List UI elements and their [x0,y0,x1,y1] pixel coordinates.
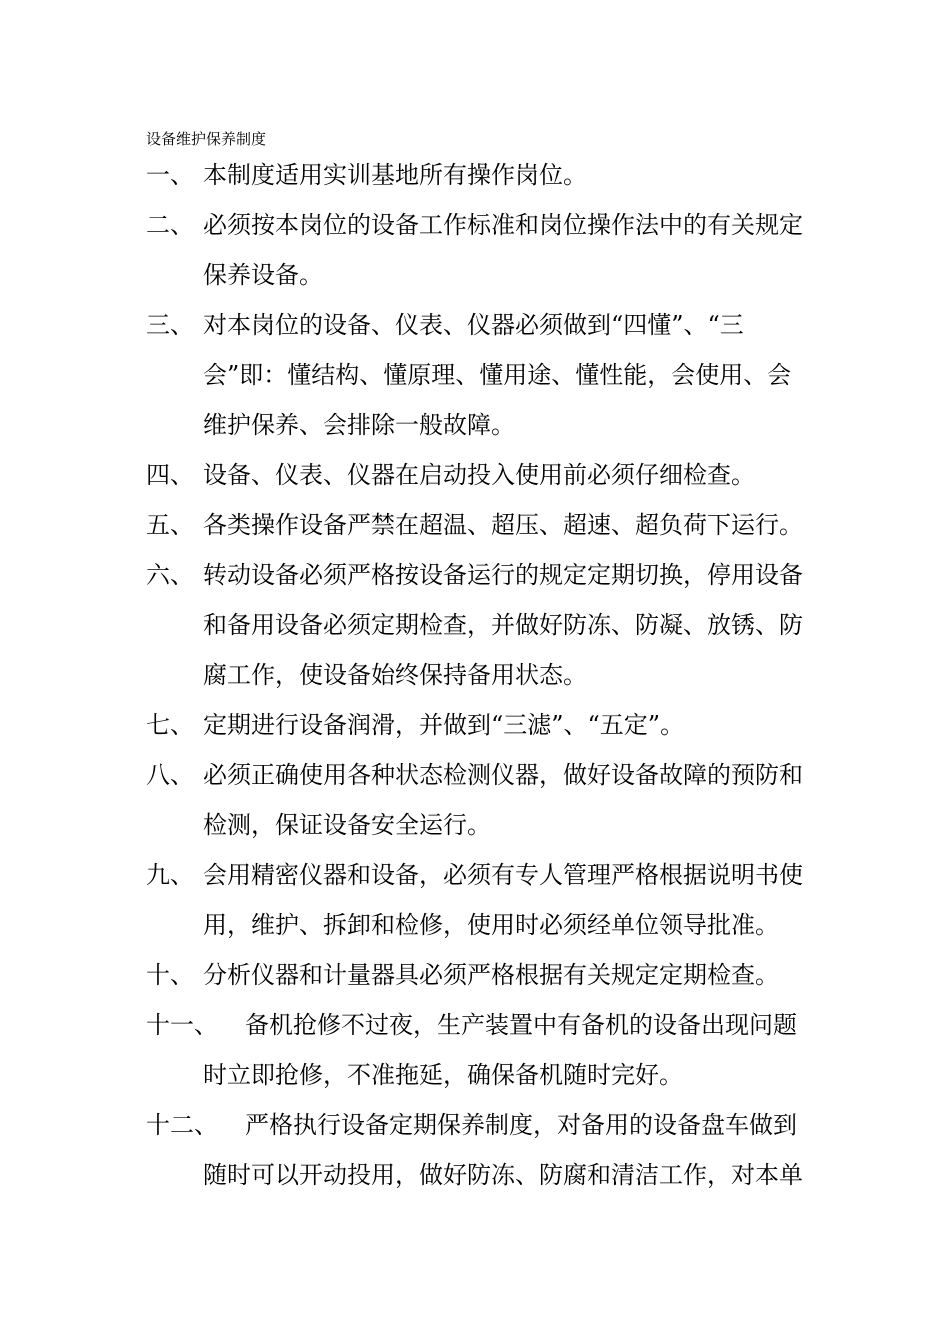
list-item [146,1100,806,1200]
item-number: 八、 [146,761,194,789]
list-item [146,300,806,450]
item-number: 十二、 [146,1111,218,1139]
item-number: 七、 [146,711,194,739]
item-number: 四、 [146,461,194,489]
item-text-line: 备机抢修不过夜，生产装置中有备机的设备出现问题 [245,1011,797,1039]
list-item [146,450,806,500]
item-text-line: 时立即抢修，不准拖延，确保备机随时完好。 [203,1061,683,1089]
list-item [146,550,806,700]
list-item [146,150,806,200]
item-text-line: 腐工作，使设备始终保持备用状态。 [203,661,587,689]
item-number: 六、 [146,561,194,589]
item-number: 二、 [146,211,194,239]
item-text-line: 必须正确使用各种状态检测仪器，做好设备故障的预防和 [203,761,803,789]
list-item [146,950,806,1000]
item-text-line: 会用精密仪器和设备，必须有专人管理严格根据说明书使 [203,861,803,889]
item-text-line: 维护保养、会排除一般故障。 [203,411,515,439]
list-item [146,500,806,550]
list-item [146,1000,806,1100]
item-text-line: 对本岗位的设备、仪表、仪器必须做到“四懂”、“三 [203,311,744,339]
item-number: 九、 [146,861,194,889]
document-title: 设备维护保养制度 [146,130,267,148]
item-text-line: 各类操作设备严禁在超温、超压、超速、超负荷下运行。 [203,511,803,539]
item-text-line: 用，维护、拆卸和检修，使用时必须经单位领导批准。 [203,911,779,939]
item-number: 三、 [146,311,194,339]
item-text-line: 检测，保证设备安全运行。 [203,811,491,839]
item-text-line: 定期进行设备润滑，并做到“三滤”、“五定”。 [203,711,685,739]
item-number: 五、 [146,511,194,539]
item-text-line: 会”即：懂结构、懂原理、懂用途、懂性能，会使用、会 [203,361,792,389]
item-text-line: 严格执行设备定期保养制度，对备用的设备盘车做到 [245,1111,797,1139]
regulation-list [146,150,806,1200]
item-text-line: 和备用设备必须定期检查，并做好防冻、防凝、放锈、防 [203,611,803,639]
item-text-line: 必须按本岗位的设备工作标准和岗位操作法中的有关规定 [203,211,803,239]
item-text-line: 分析仪器和计量器具必须严格根据有关规定定期检查。 [203,961,779,989]
list-item [146,200,806,300]
item-text-line: 本制度适用实训基地所有操作岗位。 [203,161,587,189]
list-item [146,700,806,750]
list-item [146,750,806,850]
item-text-line: 随时可以开动投用，做好防冻、防腐和清洁工作，对本单 [203,1161,803,1189]
item-text-line: 设备、仪表、仪器在启动投入使用前必须仔细检查。 [203,461,755,489]
item-text-line: 保养设备。 [203,261,323,289]
item-number: 一、 [146,161,194,189]
item-number: 十一、 [146,1011,218,1039]
item-text-line: 转动设备必须严格按设备运行的规定定期切换，停用设备 [203,561,803,589]
item-number: 十、 [146,961,194,989]
list-item [146,850,806,950]
